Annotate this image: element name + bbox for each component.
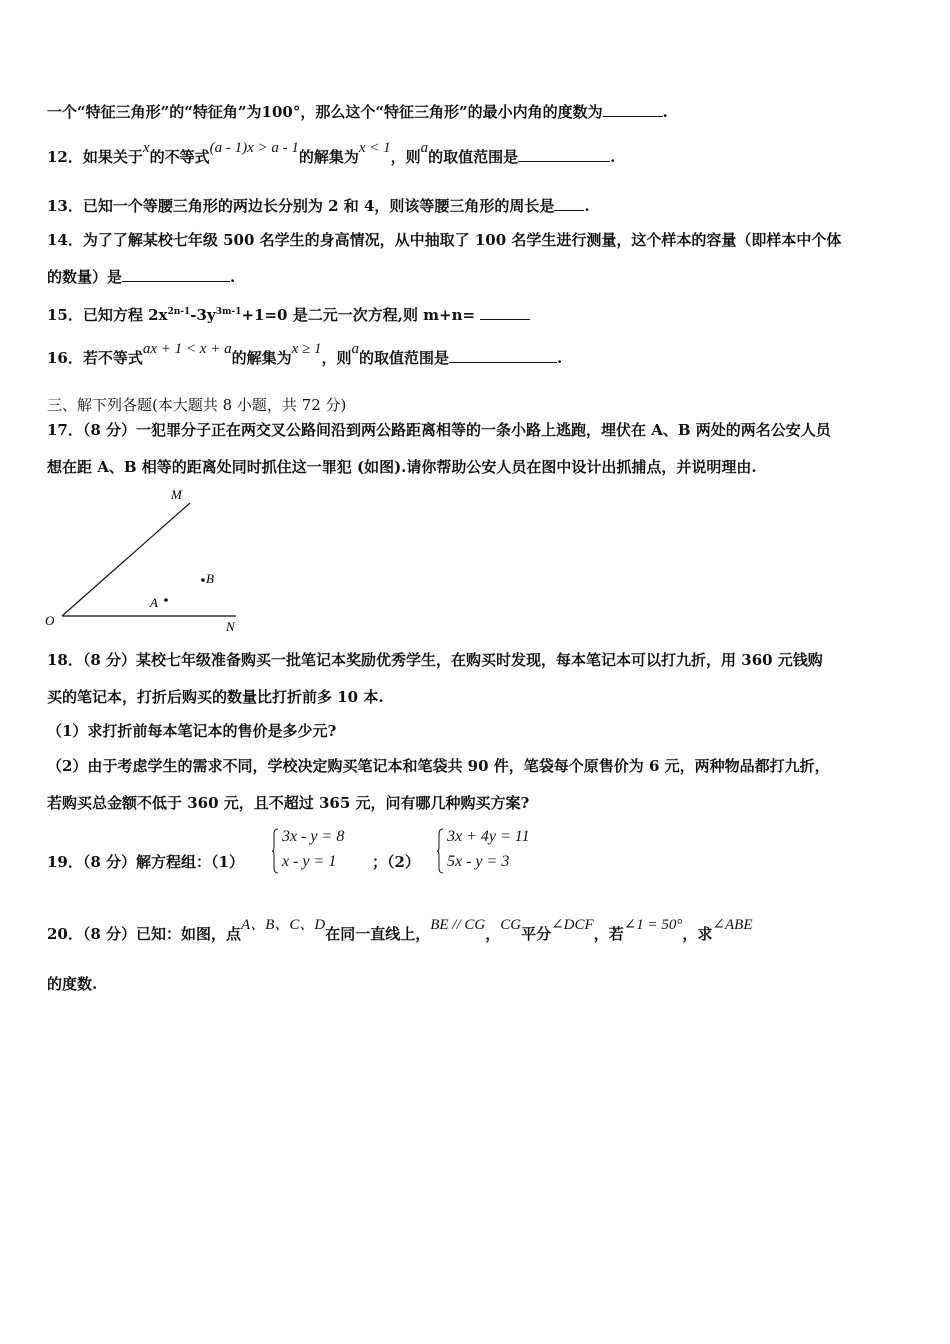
q14-line-1	[47, 230, 841, 250]
q20-angle-1: ∠1 = 50°	[623, 917, 683, 933]
q12-text-1: 如果关于	[82, 148, 143, 166]
q19-separator	[372, 852, 420, 872]
q17-line-1	[47, 420, 831, 440]
q14-text-2: 的数量）是	[47, 268, 123, 286]
q16-var-a: a	[351, 341, 359, 357]
q18-number: 18．	[47, 651, 83, 669]
q12-text-3: 的解集为	[298, 148, 359, 166]
q18-line-1	[47, 650, 823, 670]
q13-answer-blank[interactable]	[554, 196, 584, 211]
q19-system-1-equation-1: 3x - y = 8	[282, 828, 345, 845]
brace-icon	[272, 828, 279, 874]
q18-sub-2-text-2: 若购买总金额不低于 360 元，且不超过 365 元，问有哪几种购买方案?	[47, 794, 530, 812]
q12-answer-blank[interactable]	[518, 147, 610, 162]
label-b: B	[206, 571, 214, 586]
q15-exponent-1: 2n-1	[167, 307, 191, 317]
q17-text-1: （8 分）一犯罪分子正在两交叉公路间沿到两公路距离相等的一条小路上逃跑，埋伏在 A、B 两处的两名公安人员	[82, 421, 831, 439]
q18-text-1: （8 分）某校七年级准备购买一批笔记本奖励优秀学生，在购买时发现，每本笔记本可以打九折，用 360 元钱购	[82, 651, 823, 669]
q17-line-2	[47, 457, 757, 477]
q20-text-3: 平分	[521, 925, 552, 943]
q12-text-4: ，则	[390, 148, 421, 166]
q19-system-2	[437, 828, 557, 878]
q20-cg: CG	[500, 917, 522, 933]
q11-end: .	[662, 103, 668, 121]
q11-answer-blank[interactable]	[603, 102, 663, 117]
q18-sub-2-line-1	[47, 756, 830, 776]
q20-angle-abe: ∠ABE	[712, 917, 753, 933]
label-n: N	[226, 619, 235, 633]
q20-comma: ，	[485, 925, 501, 943]
figure-17-angle-diagram	[40, 483, 250, 633]
q18-sub-2-line-2	[47, 793, 529, 813]
q15-text-1: 已知方程 2x	[82, 306, 168, 324]
q11-line	[47, 102, 668, 122]
q14-line-2	[47, 267, 235, 287]
q18-sub-1	[47, 721, 336, 741]
q15-text-2: -3y	[190, 306, 216, 324]
q14-end: .	[230, 268, 236, 286]
q12-end: .	[610, 148, 616, 166]
q13-number: 13．	[47, 197, 83, 215]
q16-line	[47, 341, 563, 369]
q16-text-1: 若不等式	[82, 349, 143, 367]
q12-var-x: x	[142, 140, 150, 156]
q20-text-line-2: 的度数.	[47, 975, 98, 993]
q20-text-4: ，若	[593, 925, 624, 943]
q17-text-2: 想在距 A、B 相等的距离处同时抓住这一罪犯 (如图).请你帮助公安人员在图中设计出抓捕点，并说明理由.	[47, 458, 757, 476]
q20-angle-dcf: ∠DCF	[551, 917, 594, 933]
q12-var-a: a	[420, 140, 429, 156]
q12-line	[47, 140, 616, 168]
q13-end: .	[584, 197, 590, 215]
q20-points: A、B、C、D	[241, 917, 326, 933]
q19-system-2-equation-1: 3x + 4y = 11	[447, 828, 530, 845]
q12-inequality: (a - 1)x > a - 1	[209, 140, 299, 156]
ray-om	[62, 503, 190, 616]
q14-number: 14．	[47, 231, 83, 249]
q16-text-2: 的解集为	[231, 349, 292, 367]
q14-answer-blank[interactable]	[122, 267, 230, 282]
q19-system-2-equation-2: 5x - y = 3	[447, 853, 510, 870]
q12-number: 12．	[47, 148, 83, 166]
q16-solution-set: x ≥ 1	[291, 341, 322, 357]
q15-number: 15．	[47, 306, 83, 324]
q12-text-2: 的不等式	[149, 148, 210, 166]
brace-icon	[437, 828, 444, 874]
q12-solution-set: x < 1	[358, 140, 391, 156]
q18-sub-2-text-1: （2）由于考虑学生的需求不同，学校决定购买笔记本和笔袋共 90 件，笔袋每个原售价为 6 元，两种物品都打九折，	[47, 757, 830, 775]
q19-text-1: （8 分）解方程组：（1）	[82, 853, 244, 871]
q20-text-2: 在同一直线上，	[325, 925, 431, 943]
q15-answer-blank[interactable]	[480, 305, 530, 320]
label-m: M	[171, 487, 182, 502]
q20-line-1	[47, 917, 753, 945]
q11-text: 一个“特征三角形”的“特征角”为100°，那么这个“特征三角形”的最小内角的度数为	[47, 103, 603, 121]
q16-inequality: ax + 1 < x + a	[142, 341, 232, 357]
section-3-heading	[47, 395, 346, 415]
q20-number: 20．	[47, 925, 83, 943]
q16-number: 16．	[47, 349, 83, 367]
q14-text-1: 为了了解某校七年级 500 名学生的身高情况，从中抽取了 100 名学生进行测量，这个样本的容量（即样本中个体	[82, 231, 842, 249]
q15-line	[47, 302, 530, 325]
q17-number: 17．	[47, 421, 83, 439]
q20-text-5: ，求	[682, 925, 713, 943]
label-a: A	[150, 595, 158, 610]
q16-end: .	[557, 349, 563, 367]
point-b	[201, 578, 205, 582]
q16-answer-blank[interactable]	[449, 348, 557, 363]
q12-text-5: 的取值范围是	[428, 148, 519, 166]
q15-text-3: +1=0 是二元一次方程,则 m+n=	[241, 306, 476, 324]
q15-exponent-2: 3m-1	[215, 307, 242, 317]
q13-text: 已知一个等腰三角形的两边长分别为 2 和 4，则该等腰三角形的周长是	[82, 197, 555, 215]
q20-parallel: BE // CG	[430, 917, 486, 933]
q13-line	[47, 196, 590, 216]
q16-text-4: 的取值范围是	[359, 349, 450, 367]
q19-line	[47, 852, 244, 872]
q19-system-1-equation-2: x - y = 1	[282, 853, 337, 870]
point-a	[164, 598, 168, 602]
q20-line-2	[47, 974, 97, 994]
q19-separator-text: ；（2）	[372, 853, 420, 871]
q18-text-2: 买的笔记本，打折后购买的数量比打折前多 10 本.	[47, 688, 384, 706]
q19-system-1	[272, 828, 372, 878]
section-3-title: 三、解下列各题(本大题共 8 小题，共 72 分)	[47, 396, 347, 414]
q18-line-2	[47, 687, 384, 707]
q20-text-1: （8 分）已知：如图，点	[82, 925, 242, 943]
q19-number: 19．	[47, 853, 83, 871]
q16-text-3: ，则	[321, 349, 352, 367]
label-o: O	[45, 613, 55, 628]
q18-sub-1-text: （1）求打折前每本笔记本的售价是多少元?	[47, 722, 337, 740]
